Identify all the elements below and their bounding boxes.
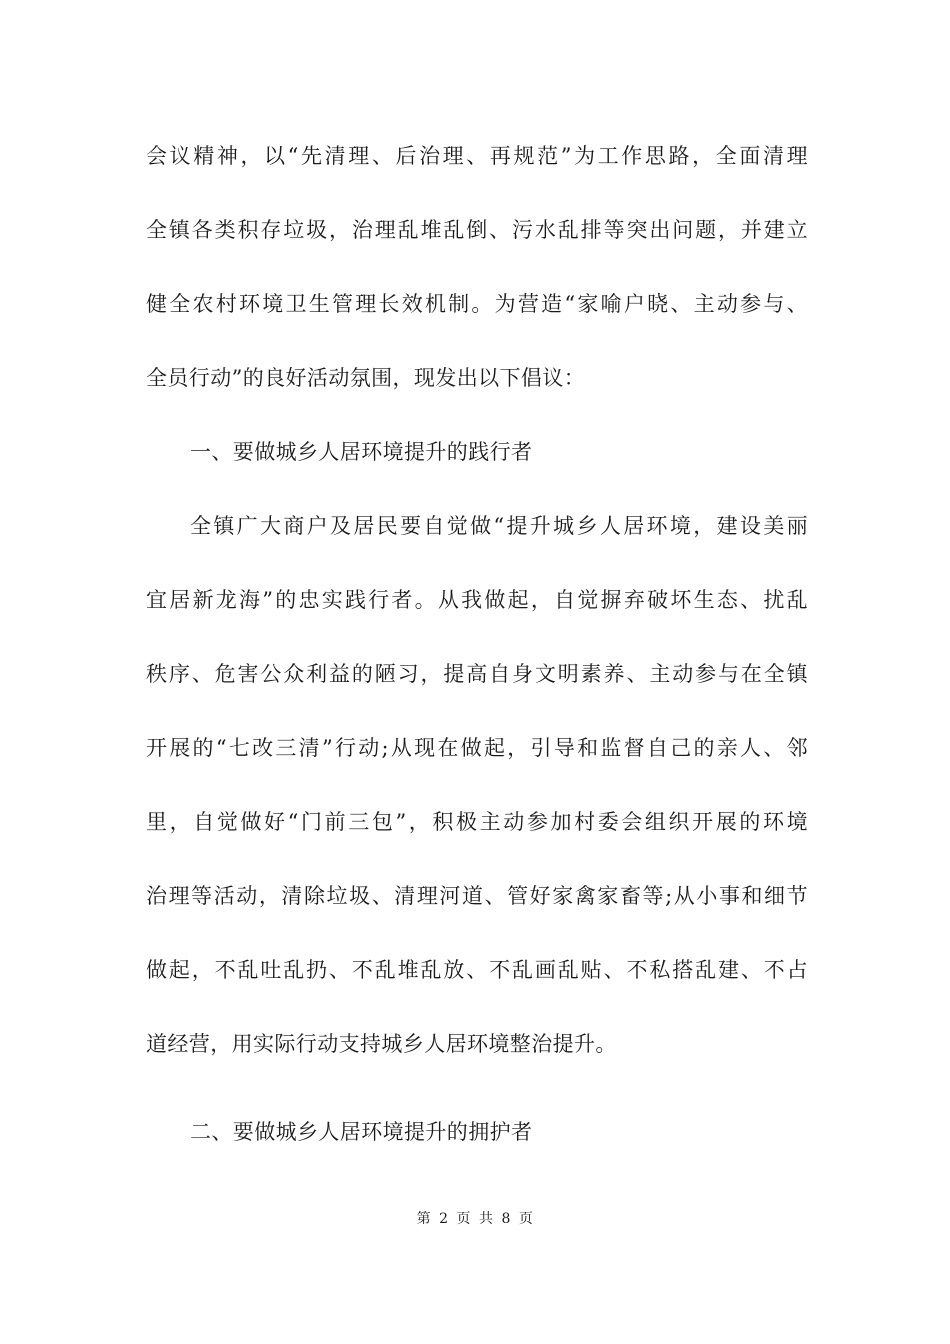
footer-total-word: 共 xyxy=(479,1211,494,1227)
paragraph-line: 会议精神，以“先清理、后治理、再规范”为工作思路，全面清理 xyxy=(146,144,808,168)
footer-prefix: 第 xyxy=(416,1211,432,1227)
paragraph-line: 做起，不乱吐乱扔、不乱堆乱放、不乱画乱贴、不私搭乱建、不占 xyxy=(146,958,808,982)
paragraph-line: 宜居新龙海”的忠实践行者。从我做起，自觉摒弃破坏生态、扰乱 xyxy=(146,588,808,612)
section-heading-1: 一、要做城乡人居环境提升的践行者 xyxy=(190,440,533,464)
paragraph-line: 全镇各类积存垃圾，治理乱堆乱倒、污水乱排等突出问题，并建立 xyxy=(146,218,808,242)
paragraph-line: 开展的“七改三清”行动;从现在做起，引导和监督自己的亲人、邻 xyxy=(146,736,808,760)
page-footer xyxy=(0,1208,950,1228)
paragraph-line: 全员行动”的良好活动氛围，现发出以下倡议： xyxy=(146,366,586,390)
document-body xyxy=(146,136,808,1186)
paragraph-line: 全镇广大商户及居民要自觉做“提升城乡人居环境，建设美丽 xyxy=(190,514,808,538)
paragraph-line: 健全农村环境卫生管理长效机制。为营造“家喻户晓、主动参与、 xyxy=(146,292,808,316)
paragraph-line: 治理等活动，清除垃圾、清理河道、管好家禽家畜等;从小事和细节 xyxy=(146,884,808,908)
footer-suffix: 页 xyxy=(518,1211,534,1227)
paragraph-gap xyxy=(146,1098,808,1112)
footer-page-word: 页 xyxy=(456,1211,471,1227)
footer-current-page: 2 xyxy=(439,1211,449,1227)
paragraph-line: 道经营，用实际行动支持城乡人居环境整治提升。 xyxy=(146,1032,617,1056)
paragraph-line: 里，自觉做好“门前三包”，积极主动参加村委会组织开展的环境 xyxy=(146,810,808,834)
section-heading-2: 二、要做城乡人居环境提升的拥护者 xyxy=(190,1120,533,1144)
footer-total-pages: 8 xyxy=(501,1211,511,1227)
paragraph-line: 秩序、危害公众利益的陋习，提高自身文明素养、主动参与在全镇 xyxy=(146,662,808,686)
